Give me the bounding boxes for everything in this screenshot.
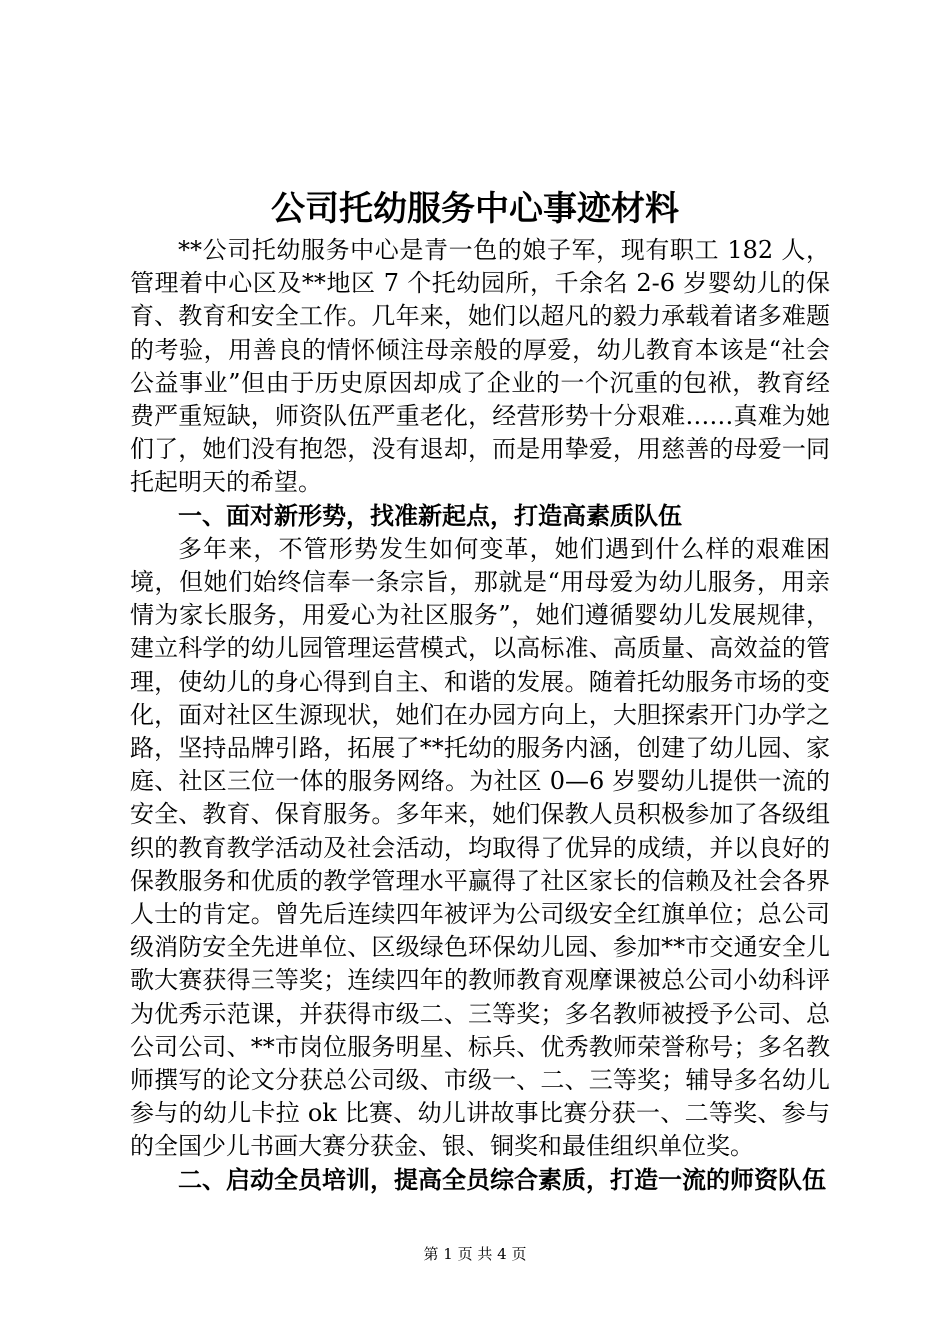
intro-paragraph: **公司托幼服务中心是青一色的娘子军，现有职工 182 人，管理着中心区及**地区 7 个托幼园所，千余名 2-6 岁婴幼儿的保育、教育和安全工作。几年来，她们以超凡的毅力承载着诸多难题的考验，用善良的情怀倾注母亲般的厚爱，幼儿教育本该是“社会公益事业”但由于历史原因却成了企业的一个沉重的包袱，教育经费严重短缺，师资队伍严重老化，经营形势十分艰难……真难为她们了，她们没有抱怨，没有退却，而是用挚爱，用慈善的母爱一同托起明天的希望。 (130, 236, 830, 497)
document-title: 公司托幼服务中心事迹材料 (271, 189, 679, 229)
section-1-heading: 一、面对新形势，找准新起点，打造高素质队伍 (178, 501, 682, 530)
document-body (130, 234, 830, 1197)
section-2-heading: 二、启动全员培训，提高全员综合素质，打造一流的师资队伍 (178, 1165, 826, 1194)
section-1-paragraph: 多年来，不管形势发生如何变革，她们遇到什么样的艰难困境，但她们始终信奉一条宗旨，那就是“用母爱为幼儿服务，用亲情为家长服务，用爱心为社区服务”，她们遵循婴幼儿发展规律，建立科学的幼儿园管理运营模式，以高标准、高质量、高效益的管理，使幼儿的身心得到自主、和谐的发展。随着托幼服务市场的变化，面对社区生源现状，她们在办园方向上，大胆探索开门办学之路，坚持品牌引路，拓展了**托幼的服务内涵，创建了幼儿园、家庭、社区三位一体的服务网络。为社区 0—6 岁婴幼儿提供一流的安全、教育、保育服务。多年来，她们保教人员积极参加了各级组织的教育教学活动及社会活动，均取得了优异的成绩，并以良好的保教服务和优质的教学管理水平赢得了社区家长的信赖及社会各界人士的肯定。曾先后连续四年被评为公司级安全红旗单位；总公司级消防安全先进单位、区级绿色环保幼儿园、参加**市交通安全儿歌大赛获得三等奖；连续四年的教师教育观摩课被总公司小幼科评为优秀示范课，并获得市级二、三等奖；多名教师被授予公司、总公司公司、**市岗位服务明星、标兵、优秀教师荣誉称号；多名教师撰写的论文分获总公司级、市级一、二、三等奖；辅导多名幼儿参与的幼儿卡拉 ok 比赛、幼儿讲故事比赛分获一、二等奖、参与的全国少儿书画大赛分获金、银、铜奖和最佳组织单位奖。 (130, 534, 830, 1161)
page-footer: 第 1 页 共 4 页 (423, 1245, 527, 1263)
